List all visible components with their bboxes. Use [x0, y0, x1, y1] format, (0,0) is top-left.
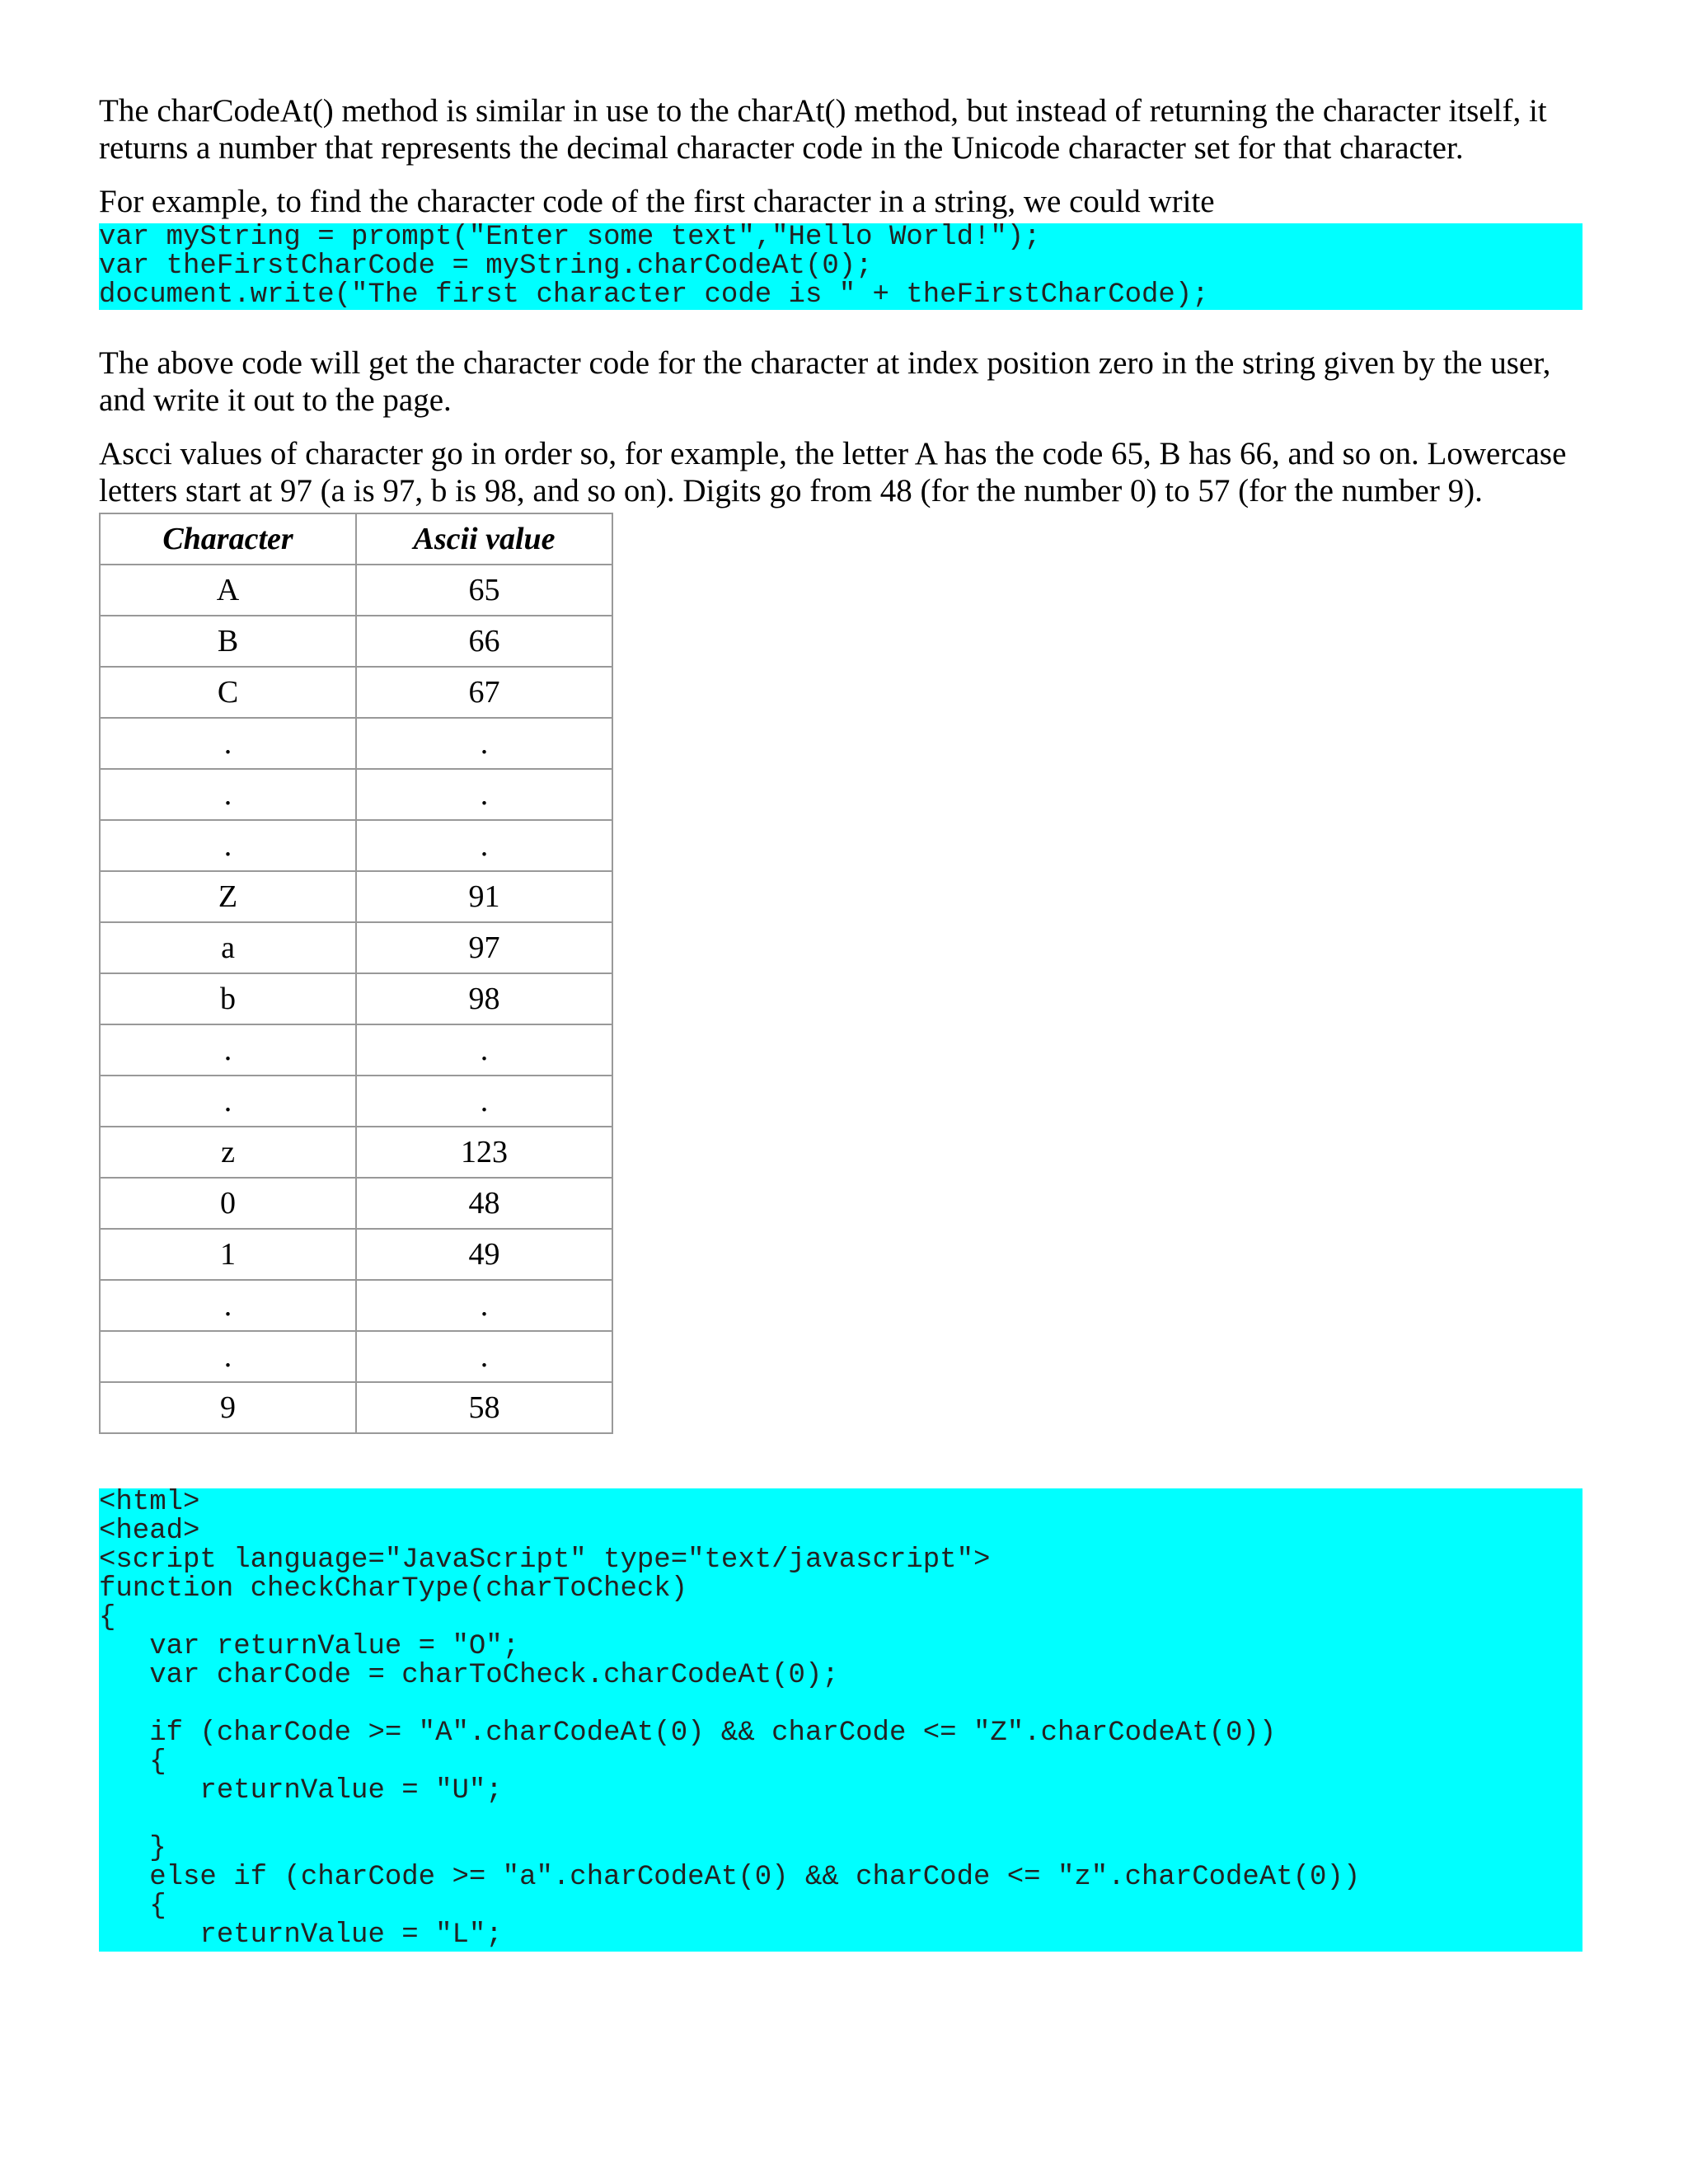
- ascii-order-paragraph: Ascci values of character go in order so, for example, the letter A has the code 65, B has 66, and so on. Lowercase letters start at 97 (a is 97, b is 98, and so on). Digits go from 48 (for the number 0) to 57 (for the number 9).: [99, 436, 1567, 509]
- code-example-2-line: [99, 1690, 1582, 1719]
- ascii-value-cell: 97: [356, 922, 612, 973]
- character-cell: z: [100, 1127, 356, 1178]
- character-cell: .: [100, 1076, 356, 1127]
- ascii-value-cell: .: [356, 1024, 612, 1076]
- ascii-value-cell: 66: [356, 616, 612, 667]
- ascii-value-cell: 98: [356, 973, 612, 1024]
- table-row: [100, 973, 612, 1024]
- code-example-2-line: if (charCode >= "A".charCodeAt(0) && charCode <= "Z".charCodeAt(0)): [99, 1718, 1277, 1749]
- table-row: [100, 1280, 612, 1331]
- code-example-1-line: var theFirstCharCode = myString.charCodeAt(0);: [99, 251, 873, 282]
- code-example-2-line: var charCode = charToCheck.charCodeAt(0);: [99, 1660, 839, 1691]
- table-row: [100, 1229, 612, 1280]
- ascii-value-cell: .: [356, 1280, 612, 1331]
- ascii-value-cell: 91: [356, 871, 612, 922]
- character-cell: Z: [100, 871, 356, 922]
- ascii-value-cell: .: [356, 718, 612, 769]
- intro-paragraph: The charCodeAt() method is similar in use to the charAt() method, but instead of returning the character itself, it returns a number that represents the decimal character code in the Unicode character set for that character.: [99, 93, 1547, 166]
- character-cell: B: [100, 616, 356, 667]
- table-row: [100, 667, 612, 718]
- character-cell: 0: [100, 1178, 356, 1229]
- code-example-first-char: [99, 223, 1582, 310]
- code-example-2-line: var returnValue = "O";: [99, 1631, 520, 1662]
- table-row: [100, 871, 612, 922]
- header-character: Character: [100, 513, 356, 565]
- character-cell: .: [100, 1331, 356, 1382]
- table-row: [100, 769, 612, 820]
- table-row: [100, 1178, 612, 1229]
- table-row: [100, 616, 612, 667]
- character-cell: a: [100, 922, 356, 973]
- table-row: [100, 1382, 612, 1433]
- code-example-1-line: var myString = prompt("Enter some text","Hello World!");: [99, 222, 1041, 253]
- character-cell: C: [100, 667, 356, 718]
- code-example-2-line: function checkCharType(charToCheck): [99, 1573, 688, 1605]
- character-cell: 9: [100, 1382, 356, 1433]
- ascii-table-header-row: [100, 513, 612, 565]
- code-example-2-line: [99, 1806, 1582, 1835]
- ascii-value-cell: 65: [356, 565, 612, 616]
- ascii-value-cell: 67: [356, 667, 612, 718]
- table-row: [100, 718, 612, 769]
- document-page: [99, 92, 1582, 1952]
- ascii-value-cell: 48: [356, 1178, 612, 1229]
- code-example-2-line: <head>: [99, 1516, 200, 1547]
- code-example-2-line: {: [99, 1891, 166, 1922]
- code-example-2-line: {: [99, 1746, 166, 1778]
- table-row: [100, 565, 612, 616]
- character-cell: .: [100, 820, 356, 871]
- ascii-value-cell: 49: [356, 1229, 612, 1280]
- code-example-2-line: returnValue = "L";: [99, 1919, 503, 1951]
- character-cell: .: [100, 1280, 356, 1331]
- code-example-2-line: }: [99, 1833, 166, 1864]
- ascii-value-cell: 58: [356, 1382, 612, 1433]
- table-row: [100, 922, 612, 973]
- table-row: [100, 820, 612, 871]
- character-cell: A: [100, 565, 356, 616]
- table-row: [100, 1076, 612, 1127]
- ascii-value-cell: .: [356, 1076, 612, 1127]
- code-explanation-paragraph: The above code will get the character code for the character at index position zero in the string given by the user, and write it out to the page.: [99, 345, 1551, 418]
- character-cell: .: [100, 718, 356, 769]
- header-ascii-value: Ascii value: [356, 513, 612, 565]
- code-example-2-line: returnValue = "U";: [99, 1775, 503, 1807]
- ascii-value-cell: 123: [356, 1127, 612, 1178]
- character-cell: .: [100, 769, 356, 820]
- example-intro-paragraph: For example, to find the character code of the first character in a string, we could write: [99, 184, 1215, 219]
- table-row: [100, 1024, 612, 1076]
- character-cell: b: [100, 973, 356, 1024]
- code-example-2-line: else if (charCode >= "a".charCodeAt(0) && charCode <= "z".charCodeAt(0)): [99, 1862, 1361, 1893]
- table-row: [100, 1331, 612, 1382]
- character-cell: .: [100, 1024, 356, 1076]
- table-row: [100, 1127, 612, 1178]
- ascii-value-cell: .: [356, 769, 612, 820]
- ascii-table: [99, 513, 613, 1434]
- code-example-check-char-type: [99, 1488, 1582, 1952]
- code-example-2-line: <html>: [99, 1488, 200, 1518]
- ascii-value-cell: .: [356, 820, 612, 871]
- ascii-value-cell: .: [356, 1331, 612, 1382]
- character-cell: 1: [100, 1229, 356, 1280]
- code-example-2-line: {: [99, 1602, 116, 1633]
- code-example-1-line: document.write("The first character code is " + theFirstCharCode);: [99, 279, 1209, 311]
- code-example-2-line: <script language="JavaScript" type="text/javascript">: [99, 1544, 991, 1576]
